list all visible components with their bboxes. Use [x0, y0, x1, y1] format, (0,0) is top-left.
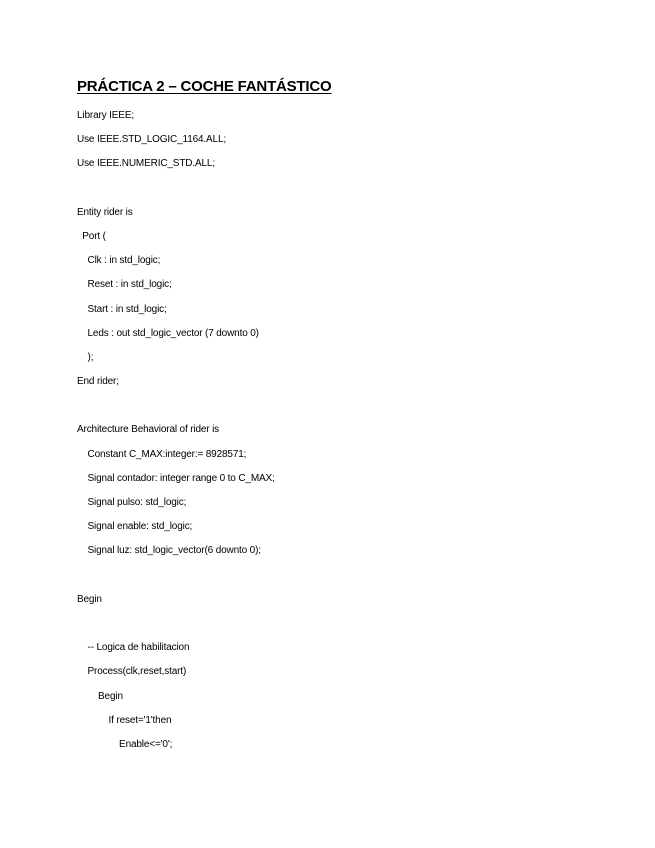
code-line: Begin: [77, 690, 123, 702]
code-line: Use IEEE.STD_LOGIC_1164.ALL;: [77, 134, 227, 146]
code-line: Library IEEE;: [77, 110, 134, 121]
code-line: Begin: [77, 593, 102, 605]
code-line: Use IEEE.NUMERIC_STD.ALL;: [77, 158, 215, 170]
code-line: Enable<='0';: [77, 738, 173, 750]
code-line: [77, 616, 275, 640]
code-line: Signal contador: integer range 0 to C_MAX;: [77, 472, 275, 484]
code-line: [77, 181, 275, 205]
code-line: Entity rider is: [77, 206, 133, 218]
code-line: [77, 568, 275, 592]
code-line: Signal pulso: std_logic;: [77, 497, 187, 508]
code-line: Leds : out std_logic_vector (7 downto 0): [77, 327, 259, 339]
code-line: If reset='1'then: [77, 714, 172, 726]
code-listing: [77, 108, 275, 761]
code-line: Start : in std_logic;: [77, 303, 167, 315]
code-line: Process(clk,reset,start): [77, 666, 187, 678]
code-line: End rider;: [77, 376, 119, 388]
code-line: );: [77, 351, 94, 363]
code-line: Signal enable: std_logic;: [77, 521, 193, 533]
code-line: Reset : in std_logic;: [77, 279, 172, 291]
code-line: Clk : in std_logic;: [77, 255, 161, 267]
code-line: Constant C_MAX:integer:= 8928571;: [77, 448, 247, 460]
document-title: PRÁCTICA 2 – COCHE FANTÁSTICO: [77, 78, 332, 95]
code-line: [77, 398, 275, 422]
code-line: Signal luz: std_logic_vector(6 downto 0);: [77, 545, 261, 557]
code-line: -- Logica de habilitacion: [77, 642, 190, 654]
code-line: Port (: [77, 230, 106, 242]
code-line: Architecture Behavioral of rider is: [77, 424, 220, 436]
